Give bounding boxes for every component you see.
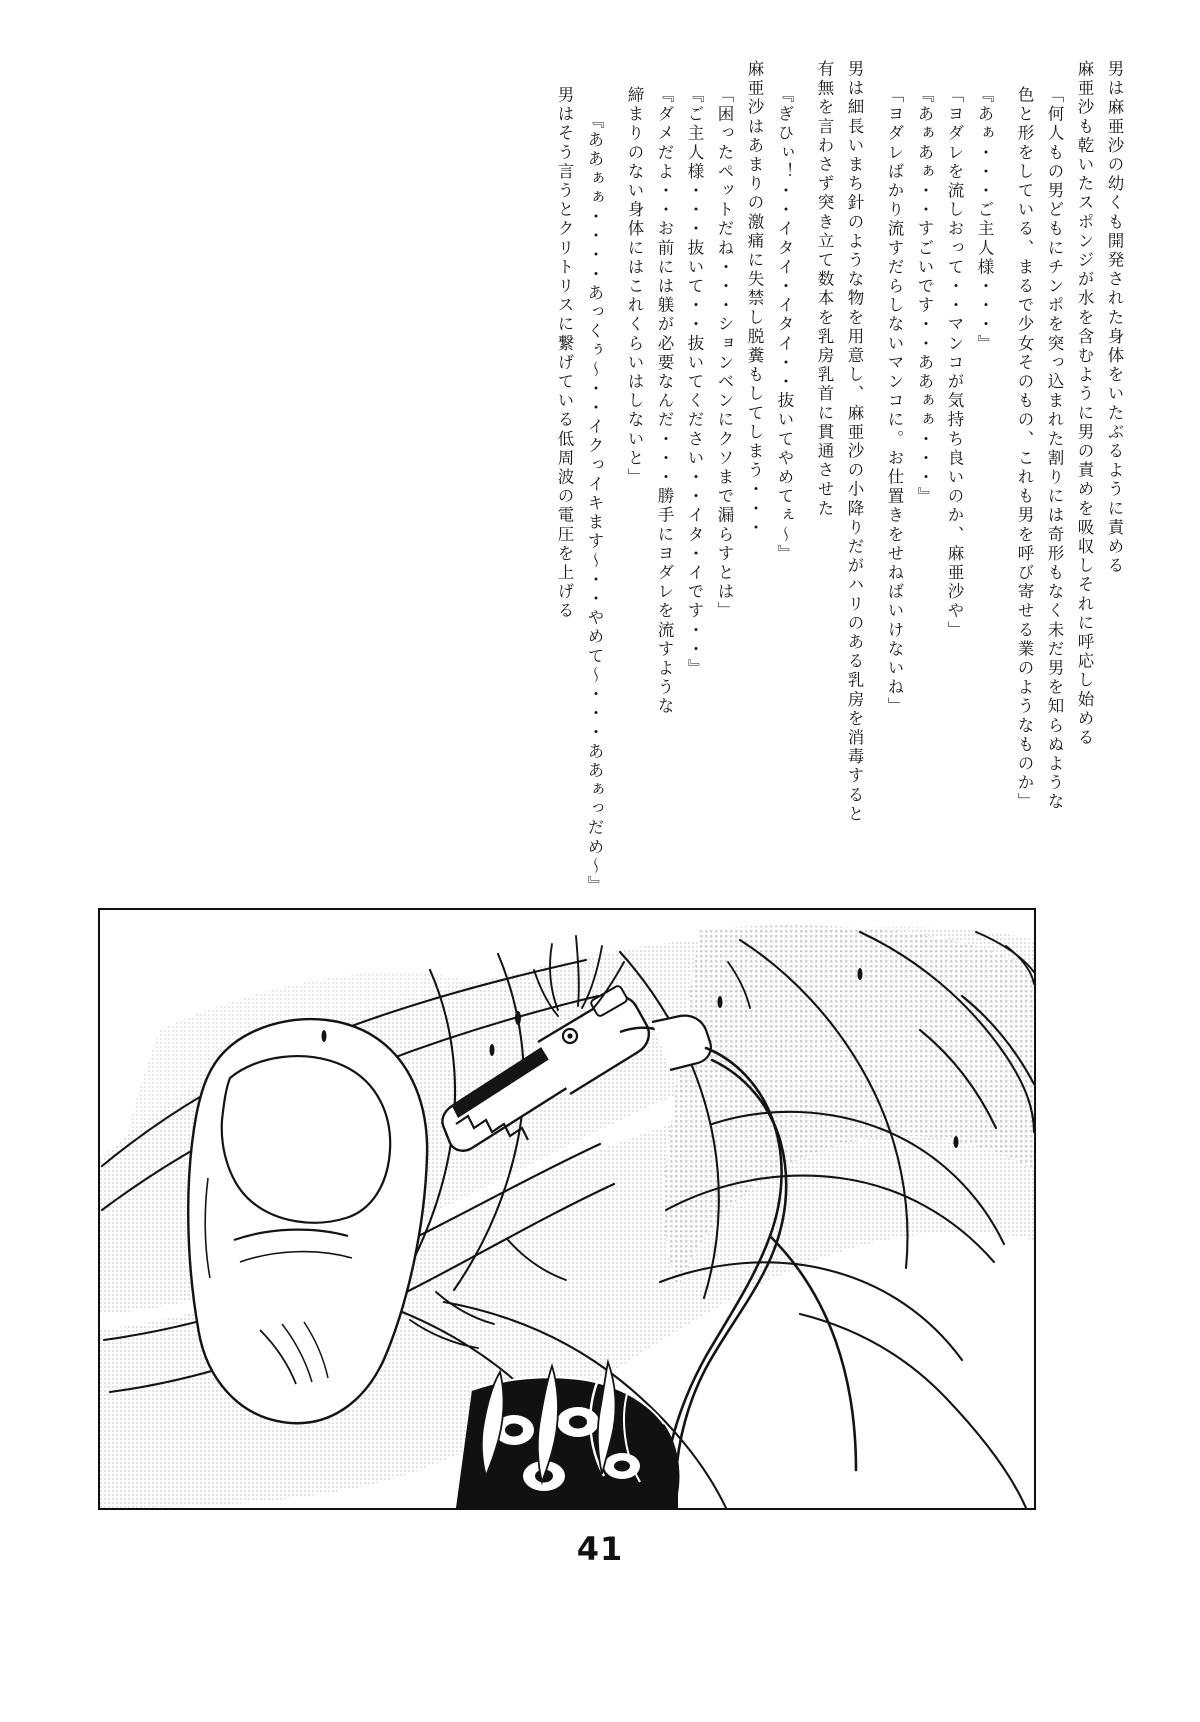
illustration-panel: [98, 908, 1036, 1510]
text-line: 『あぁ・・・ご主人様・・・』: [975, 86, 994, 354]
text-line: 「ヨダレばかり流すだらしないマンコに。お仕置きをせねばいけないね」: [885, 86, 904, 717]
text-line: 『あぁあぁ・・すごいです・・ああぁぁ・・・』: [915, 86, 934, 507]
text-line: 男は麻亜沙の幼くも開発された身体をいたぶるように責める: [1105, 60, 1124, 576]
text-line: 麻亜沙も乾いたスポンジが水を含むように男の責めを吸収しそれに呼応し始める: [1075, 60, 1094, 748]
text-line: 麻亜沙はあまりの激痛に失禁し脱糞もしてしまう・・・: [745, 60, 764, 538]
text-line: 締まりのない身体にはこれくらいはしないと」: [625, 86, 644, 488]
text-line: 男はそう言うとクリトリスに繋げている低周波の電圧を上げる: [555, 86, 574, 621]
text-line: 「ヨダレを流しおって・・マンコが気持ち良いのか、麻亜沙や」: [945, 86, 964, 640]
text-line: 『ご主人様・・・抜いて・・抜いてください・・イタ・イです・・』: [685, 86, 704, 679]
text-line: 『ダメだよ・・お前には躾が必要なんだ・・・勝手にヨダレを流すような: [655, 86, 674, 717]
text-line: 「何人もの男どもにチンポを突っ込まれた割りには奇形もなく未だ男を知らぬような: [1045, 86, 1064, 812]
text-line: 色と形をしている、まるで少女そのもの、これも男を呼び寄せる業のようなものか」: [1015, 86, 1034, 812]
panel-artwork: [100, 910, 1034, 1508]
body-text-block: [170, 60, 1124, 896]
text-line: 男は細長いまち針のような物を用意し、麻亜沙の小降りだがハリのある乳房を消毒すると: [845, 60, 864, 824]
text-line: 有無を言わさず突き立て数本を乳房乳首に貫通させた: [815, 60, 834, 519]
text-line: 『ああぁぁ・・・・あっくぅ〜・・イクっイキます〜・・やめて〜・・・ああぁっだめ〜』: [585, 112, 604, 896]
text-line: 「困ったペットだね・・・ションベンにクソまで漏らすとは」: [715, 86, 734, 621]
page-number: 41: [576, 1530, 624, 1568]
text-line: 『ぎひぃ！・・イタイ・イタイ・・抜いてやめてぇ〜』: [775, 86, 794, 564]
